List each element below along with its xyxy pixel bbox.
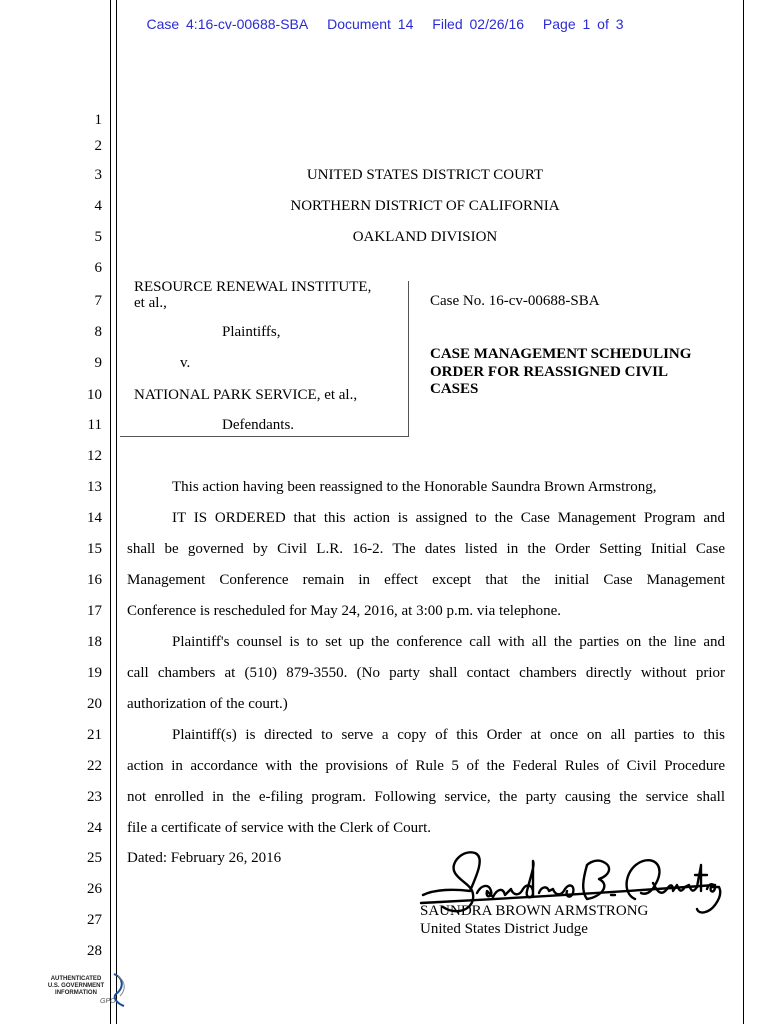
line-number: 18 xyxy=(87,634,102,650)
margin-rule-left-outer xyxy=(110,0,111,1024)
gpo-logo-text: GPO xyxy=(100,998,116,1005)
dated-line: Dated: February 26, 2016 xyxy=(127,850,282,866)
body-paragraph-3-line-3: authorization of the court.) xyxy=(127,696,288,712)
line-number: 13 xyxy=(87,479,102,495)
gpo-seal-line-3: INFORMATION xyxy=(55,990,97,996)
line-number: 4 xyxy=(94,198,102,214)
body-paragraph-4-line-1: Plaintiff(s) is directed to serve a copy of this Order at once on all parties to this xyxy=(172,727,725,743)
line-number: 6 xyxy=(94,260,102,276)
line-number: 17 xyxy=(87,603,102,619)
line-number: 28 xyxy=(87,943,102,959)
line-number: 11 xyxy=(87,417,102,433)
line-number: 23 xyxy=(87,789,102,805)
judge-name: SAUNDRA BROWN ARMSTRONG xyxy=(420,903,649,919)
case-number: Case No. 16-cv-00688-SBA xyxy=(430,293,600,309)
order-title-line-2: ORDER FOR REASSIGNED CIVIL xyxy=(430,364,668,380)
line-number: 5 xyxy=(94,229,102,245)
order-title-line-1: CASE MANAGEMENT SCHEDULING xyxy=(430,346,692,362)
plaintiff-et-al: et al., xyxy=(134,295,167,311)
gpo-authentication-seal xyxy=(38,972,128,1012)
order-title-line-3: CASES xyxy=(430,381,479,397)
line-number: 21 xyxy=(87,727,102,743)
line-number: 3 xyxy=(94,167,102,183)
line-number: 1 xyxy=(94,112,102,128)
body-paragraph-4-line-4: file a certificate of service with the Clerk of Court. xyxy=(127,820,432,836)
line-number: 27 xyxy=(87,912,102,928)
line-number: 26 xyxy=(87,881,102,897)
margin-rule-left-inner xyxy=(116,0,117,1024)
header-page-number: Page 1 of 3 xyxy=(542,16,624,32)
gpo-seal-line-2: U.S. GOVERNMENT xyxy=(47,983,105,989)
line-number: 25 xyxy=(87,850,102,866)
gpo-seal-text xyxy=(38,976,114,997)
judge-title: United States District Judge xyxy=(420,921,588,937)
eagle-swoosh-icon xyxy=(110,972,128,1010)
caption-box-right-border xyxy=(408,281,409,437)
body-paragraph-2-line-4: Conference is rescheduled for May 24, 2016, at 3:00 p.m. via telephone. xyxy=(127,603,562,619)
plaintiffs-label: Plaintiffs, xyxy=(222,324,281,340)
line-number: 22 xyxy=(87,758,102,774)
line-number: 9 xyxy=(94,355,102,371)
court-division: OAKLAND DIVISION xyxy=(352,229,498,245)
line-number: 10 xyxy=(87,387,102,403)
plaintiff-name: RESOURCE RENEWAL INSTITUTE, xyxy=(134,279,372,295)
court-district: NORTHERN DISTRICT OF CALIFORNIA xyxy=(290,198,560,214)
court-name: UNITED STATES DISTRICT COURT xyxy=(306,167,544,183)
defendants-label: Defendants. xyxy=(222,417,295,433)
line-number: 16 xyxy=(87,572,102,588)
line-number: 2 xyxy=(94,138,102,154)
body-paragraph-2-line-2: shall be governed by Civil L.R. 16-2. The dates listed in the Order Setting Initial Case xyxy=(127,541,725,557)
line-number: 19 xyxy=(87,665,102,681)
header-case-number: Case 4:16-cv-00688-SBA xyxy=(146,16,309,32)
header-filed-date: Filed 02/26/16 xyxy=(432,16,525,32)
body-paragraph-2-line-3: Management Conference remain in effect except that the initial Case Management xyxy=(127,572,725,588)
line-number: 20 xyxy=(87,696,102,712)
defendant-name: NATIONAL PARK SERVICE, et al., xyxy=(134,387,358,403)
caption-box-bottom-border xyxy=(120,436,409,437)
line-number: 15 xyxy=(87,541,102,557)
header-document-number: Document 14 xyxy=(327,16,414,32)
line-number: 14 xyxy=(87,510,102,526)
body-paragraph-4-line-2: action in accordance with the provisions of Rule 5 of the Federal Rules of Civil Procedure xyxy=(127,758,725,774)
line-number: 12 xyxy=(87,448,102,464)
body-paragraph-2-line-1: IT IS ORDERED that this action is assigned to the Case Management Program and xyxy=(172,510,725,526)
versus-label: v. xyxy=(180,355,191,371)
line-number: 7 xyxy=(94,293,102,309)
body-paragraph-3-line-1: Plaintiff's counsel is to set up the conference call with all the parties on the line and xyxy=(172,634,725,650)
margin-rule-right xyxy=(743,0,744,1024)
body-paragraph-3-line-2: call chambers at (510) 879-3550. (No party shall contact chambers directly without prior xyxy=(127,665,725,681)
body-paragraph-1: This action having been reassigned to the Honorable Saundra Brown Armstrong, xyxy=(172,479,657,495)
line-number: 8 xyxy=(94,324,102,340)
line-number: 24 xyxy=(87,820,102,836)
body-paragraph-4-line-3: not enrolled in the e-filing program. Following service, the party causing the service shall xyxy=(127,789,725,805)
gpo-seal-line-1: AUTHENTICATED xyxy=(50,976,102,982)
